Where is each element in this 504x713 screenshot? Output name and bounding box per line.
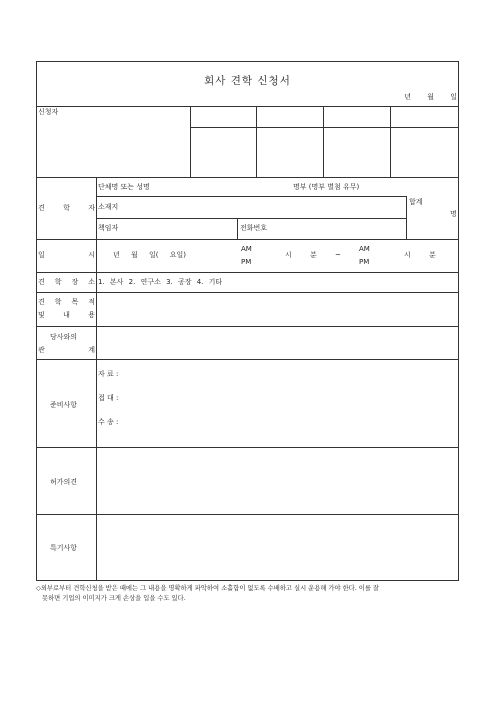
applicant-top-line — [36, 106, 459, 107]
time-start: 시 분 ~ — [285, 251, 341, 259]
prep-item-materials: 자 료 : — [98, 370, 119, 378]
date-line: 년 월 일 — [404, 93, 457, 101]
approval-col-2 — [323, 106, 324, 177]
phone-divider — [237, 218, 238, 239]
purpose-top-line — [36, 292, 459, 293]
datetime-top-line — [36, 239, 459, 240]
visitor-label — [38, 204, 95, 213]
visitor-row-line-2 — [96, 218, 407, 219]
relation-top-line — [36, 326, 459, 327]
location-label-char: 소 — [88, 278, 95, 286]
special-top-line — [36, 514, 459, 515]
visitor-label-char: 자 — [88, 204, 95, 212]
special-label: 특기사항 — [50, 544, 78, 552]
manager-label: 책임자 — [98, 224, 119, 232]
visitor-label-char: 학 — [63, 204, 70, 212]
footnote-line2: 못하면 기업의 이미지가 크게 손상을 입을 수도 있다. — [42, 595, 186, 602]
form-frame — [36, 61, 459, 581]
phone-label: 전화번호 — [240, 224, 268, 232]
purpose-label-char: 목 — [71, 298, 79, 306]
datetime-label-char: 시 — [88, 251, 95, 259]
location-label-char: 학 — [54, 278, 62, 286]
location-top-line — [36, 272, 459, 273]
permit-label-divider — [96, 447, 97, 514]
purpose-label-char: 및 — [38, 311, 45, 319]
purpose-label-char: 적 — [88, 298, 95, 306]
time-end: 시 분 — [404, 251, 436, 259]
datetime-label — [38, 251, 95, 260]
address-label: 소재지 — [98, 203, 119, 211]
applicant-divider — [190, 106, 191, 177]
roster-label: 명부 (명부 별첨 유무) — [293, 183, 360, 191]
prep-top-line — [36, 359, 459, 360]
pm-label-1: PM — [241, 258, 252, 266]
am-label-2: AM — [359, 245, 370, 253]
purpose-label-line1 — [38, 298, 95, 307]
location-label-char: 견 — [38, 278, 45, 286]
prep-label-divider — [96, 359, 97, 447]
location-label — [38, 278, 95, 287]
visitor-label-divider — [96, 177, 97, 239]
pm-label-2: PM — [359, 258, 370, 266]
group-name-label: 단체명 또는 성명 — [98, 183, 150, 191]
purpose-label-char: 용 — [88, 311, 95, 319]
purpose-label-line2 — [38, 311, 95, 320]
location-options: 1. 본사 2. 연구소 3. 공장 4. 기타 — [98, 278, 223, 286]
visitor-top-line — [36, 177, 459, 178]
purpose-label-char: 학 — [54, 298, 62, 306]
relation-label-divider — [96, 326, 97, 359]
footnote-line1: ◇외부로부터 견학신청을 받은 때에는 그 내용을 명확하게 파악하여 소홀함이 없도록 수배하고 실시 운용해 가야 한다. 이를 잘 — [36, 585, 380, 592]
prep-item-transport: 수 송 : — [98, 418, 119, 426]
applicant-label: 신청자 — [38, 108, 59, 116]
permit-label: 허가의견 — [50, 478, 78, 486]
datetime-label-divider — [96, 239, 97, 272]
purpose-label-char: 내 — [63, 311, 70, 319]
permit-top-line — [36, 447, 459, 448]
datetime-label-char: 일 — [38, 251, 45, 259]
location-label-char: 장 — [71, 278, 79, 286]
relation-label-line2 — [38, 346, 95, 355]
count-unit: 명 — [450, 210, 457, 218]
approval-col-1 — [256, 106, 257, 177]
visitor-row-line-1 — [96, 196, 407, 197]
relation-label-char: 관 — [38, 346, 45, 354]
am-label-1: AM — [241, 245, 252, 253]
prep-label: 준비사항 — [50, 401, 78, 409]
visitor-label-char: 견 — [38, 204, 45, 212]
special-label-divider — [96, 514, 97, 581]
prep-item-reception: 접 대 : — [98, 394, 119, 402]
visit-date: 년 월 일( 요일) — [113, 251, 186, 259]
relation-label-line1: 당사와의 — [50, 333, 78, 341]
approval-row-line — [190, 127, 459, 128]
approval-col-3 — [390, 106, 391, 177]
form-title: 회사 견학 신청서 — [204, 75, 291, 87]
relation-label-char: 계 — [88, 346, 95, 354]
total-label: 합계 — [409, 198, 423, 206]
purpose-label-divider — [96, 292, 97, 326]
purpose-label-char: 견 — [38, 298, 45, 306]
location-label-divider — [96, 272, 97, 292]
